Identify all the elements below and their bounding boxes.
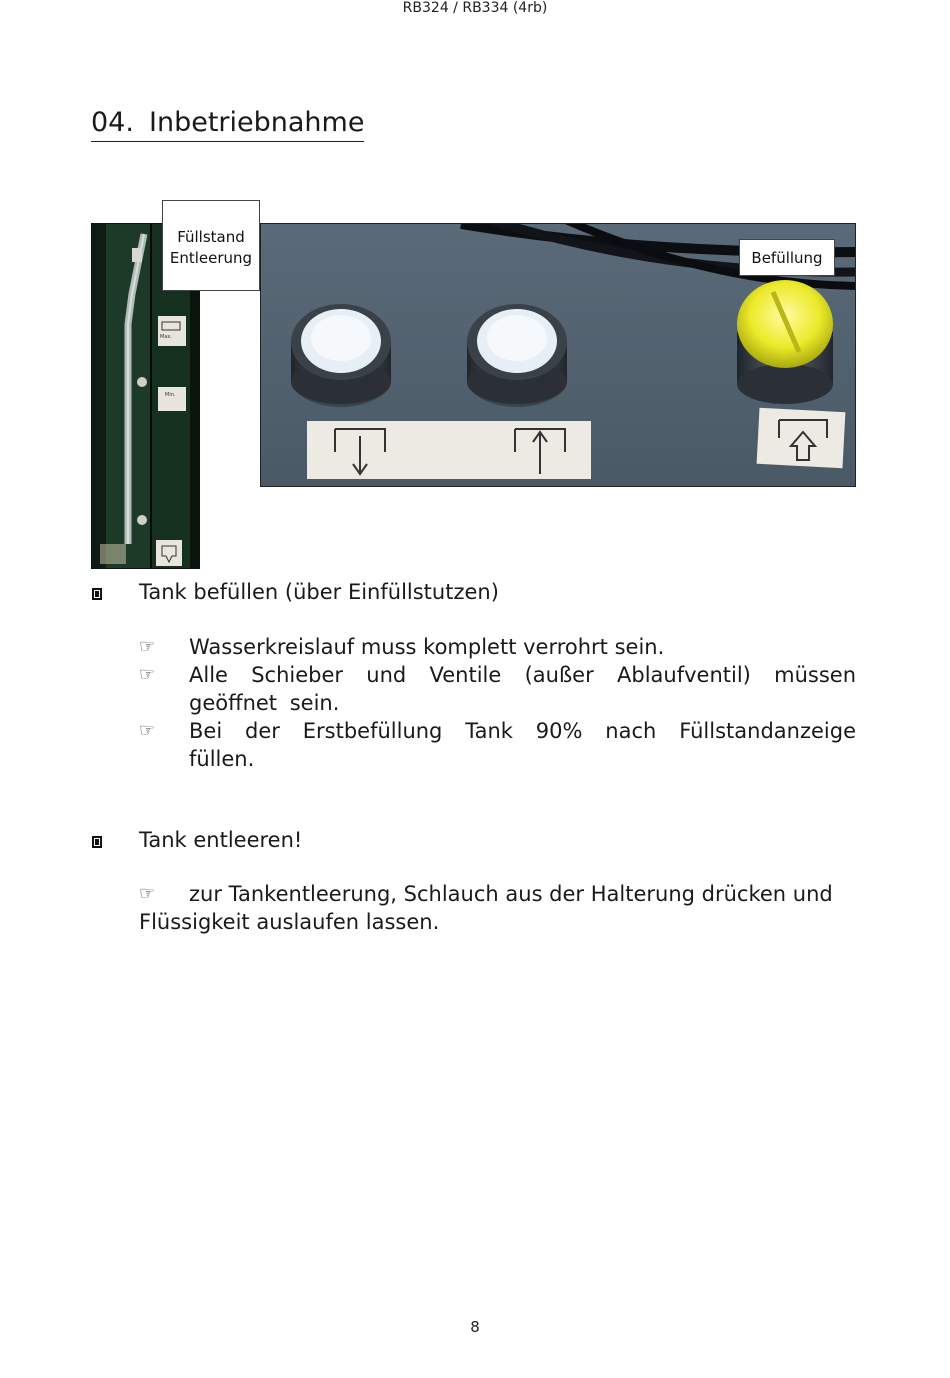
tank-label-min: Min. — [165, 392, 176, 398]
pointing-hand-icon: ☞ — [139, 883, 156, 904]
square-bullet-icon — [92, 836, 102, 848]
document-header: RB324 / RB334 (4rb) — [402, 0, 548, 16]
pointing-hand-icon: ☞ — [139, 720, 156, 741]
fill-step-3: Bei der Erstbefüllung Tank 90% nach Füllstandanzeige füllen. — [189, 719, 856, 771]
section-number: 04. — [91, 107, 134, 138]
callout-fill-line1: Füllstand — [177, 228, 245, 246]
pointing-hand-icon: ☞ — [139, 664, 156, 685]
callout-befuellung: Befüllung — [739, 239, 835, 276]
page-number: 8 — [470, 1318, 480, 1336]
section-title — [91, 106, 364, 142]
drain-step-line1: zur Tankentleerung, Schlauch aus der Halterung drücken und — [189, 882, 833, 906]
fill-step-1: Wasserkreislauf muss komplett verrohrt sein. — [189, 635, 665, 659]
pointing-hand-icon: ☞ — [139, 636, 156, 657]
square-bullet-icon — [92, 588, 102, 600]
tank-label-max: Max. — [160, 334, 172, 340]
callout-fill-level-drain — [162, 200, 260, 291]
fill-step-2: Alle Schieber und Ventile (außer Ablaufventil) müssen geöffnet sein. — [189, 663, 856, 715]
drain-step-line2: Flüssigkeit auslaufen lassen. — [139, 910, 440, 934]
section-title-text: Inbetriebnahme — [149, 107, 365, 138]
fill-tank-heading: Tank befüllen (über Einfüllstutzen) — [139, 580, 499, 604]
drain-tank-heading: Tank entleeren! — [139, 828, 303, 852]
callout-fill-line2: Entleerung — [169, 249, 253, 267]
